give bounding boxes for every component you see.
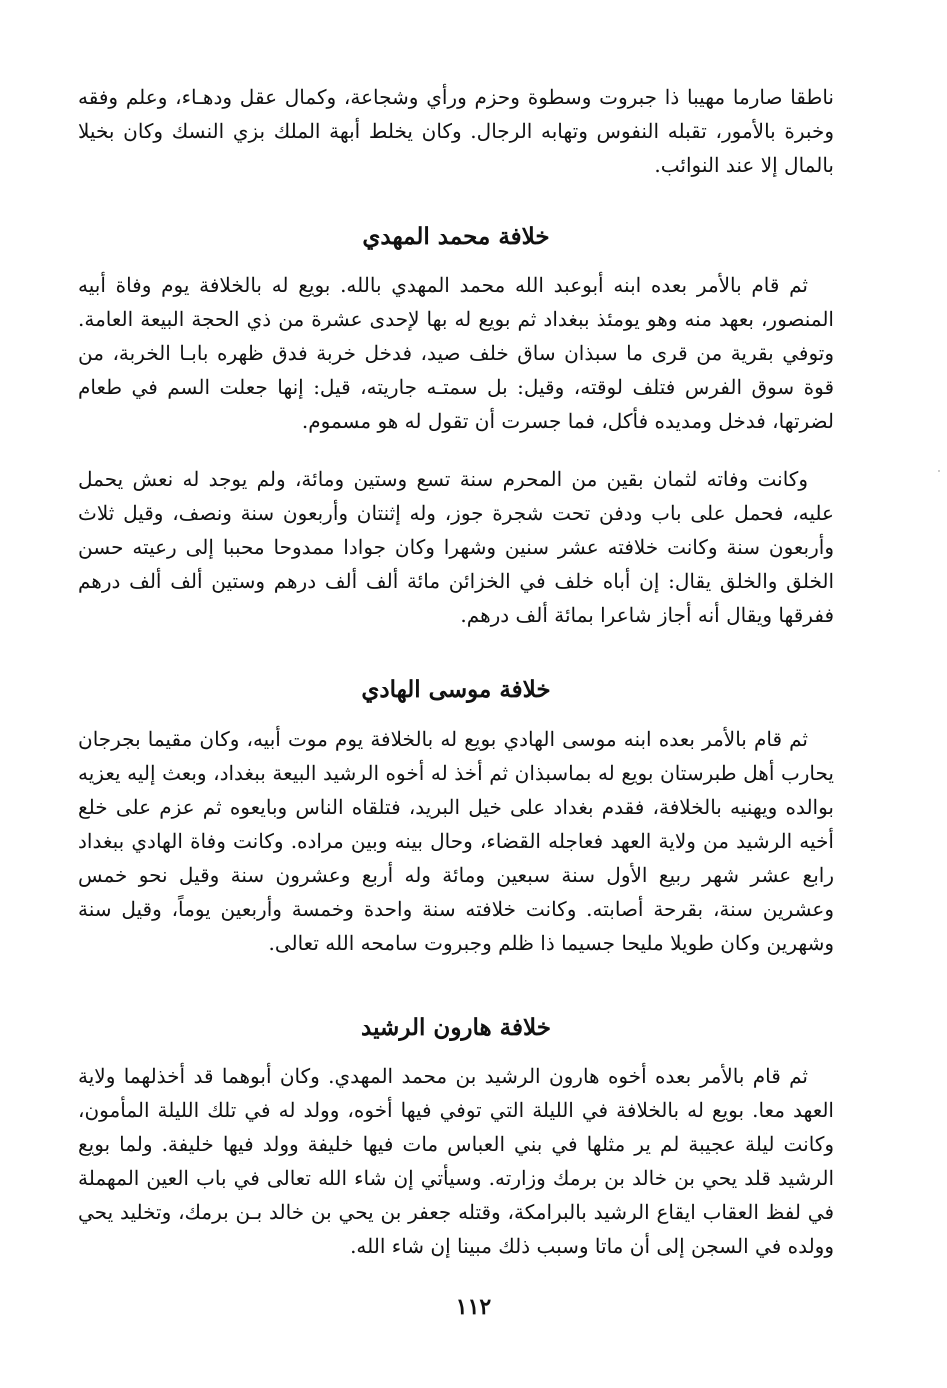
heading-mahdi-caliphate: خلافة محمد المهدي bbox=[362, 223, 550, 250]
paragraph-rashid: ثم قام بالأمر بعده أخوه هارون الرشيد بن محمد المهدي. وكان أبوهما قد أخذلهما ولاية العهد معا. بويع له بالخلافة في الليلة التي توفي فيها أخوه، وولد له في تلك الليلة المأمون، وكانت ليلة عجيبة لم ير مثلها في بني العباس مات فيها خليفة وولد فيها خليفة. ولما بويع الرشيد قلد يحي بن خالد بن برمك وزارته. وسيأتي إن شاء الله تعالى في باب العين المهملة في لفظ العقاب ايقاع الرشيد بالبرامكة، وقتله جعفر بن يحي بن خالد بـن برمك، وتخليد يحي وولده في السجن إلى أن ماتا وسبب ذلك مبينا إن شاء الله. bbox=[78, 1064, 834, 1258]
paragraph-hadi: ثم قام بالأمر بعده ابنه موسى الهادي بويع له بالخلافة يوم موت أبيه، وكان مقيما بجرجان يحارب أهل طبرستان بويع له بماسبذان ثم أخذ له أخوه الرشيد البيعة ببغداد، وبعث إليه يعزيه بوالده ويهنيه بالخلافة، فقدم بغداد على خيل البريد، فتلقاه الناس وبايعوه ثم عزم على خلع أخيه الرشيد من ولاية العهد فعاجله القضاء، وحال بينه وبين مراده. وكانت وفاة الهادي ببغداد رابع عشر شهر ربيع الأول سنة سبعين ومائة وله أربع وعشرون سنة وقيل نحو خمس وعشرين سنة، بقرحة أصابته. وكانت خلافته سنة واحدة وخمسة وأربعين يوماً، وقيل سنة وشهرين وكان طويلا مليحا جسيما ذا ظلم وجبروت سامحه الله تعالى. bbox=[78, 727, 834, 955]
paragraph-mansur-end: ناطقا صارما مهيبا ذا جبروت وسطوة وحزم ورأي وشجاعة، وكمال عقل ودهـاء، وعلم وفقه وخبرة بالأمور، تقبله النفوس وتهابه الرجال. وكان يخلط أبهة الملك بزي النسك وكان بخيلا بالمال إلا عند النوائب. bbox=[78, 85, 835, 177]
paragraph-mahdi-death: وكانت وفاته لثمان بقين من المحرم سنة تسع وستين ومائة، ولم يوجد له نعش يحمل عليه، فحمل على باب ودفن تحت شجرة جوز، وله إثنتان وأربعون سنة ونصف، وقيل ثلاث وأربعون سنة وكانت خلافته عشر سنين وشهرا وكان جوادا ممدوحا محببا إلى رعيته حسن الخلق والخلق يقال: إن أباه خلف في الخزائن مائة ألف ألف درهم وستين ألف ألف درهم ففرقها ويقال أنه أجاز شاعرا بمائة ألف درهم. bbox=[78, 467, 834, 627]
page-number: ١١٢ bbox=[455, 1294, 492, 1320]
heading-rashid-caliphate: خلافة هارون الرشيد bbox=[361, 1014, 551, 1041]
scan-speck bbox=[938, 470, 940, 472]
paragraph-mahdi-accession: ثم قام بالأمر بعده ابنه أبوعبد الله محمد المهدي بالله. بويع له بالخلافة يوم وفاة أبيه المنصور، بعهد منه وهو يومئذ ببغداد ثم بويع له بها لإحدى عشرة من ذي الحجة البيعة العامة. وتوفي بقرية من قرى ما سبذان ساق خلف صيد، فدخل خربة فدق ظهره بابـا الخربة، من قوة سوق الفرس فتلف لوقته، وقيل: بل سمتـه جاريته، قيل: إنها جعلت السم في طعام لضرتها، فدخل ومديده فأكل، فما جسرت أن تقول له هو مسموم. bbox=[78, 273, 834, 433]
heading-hadi-caliphate: خلافة موسى الهادي bbox=[361, 676, 551, 703]
